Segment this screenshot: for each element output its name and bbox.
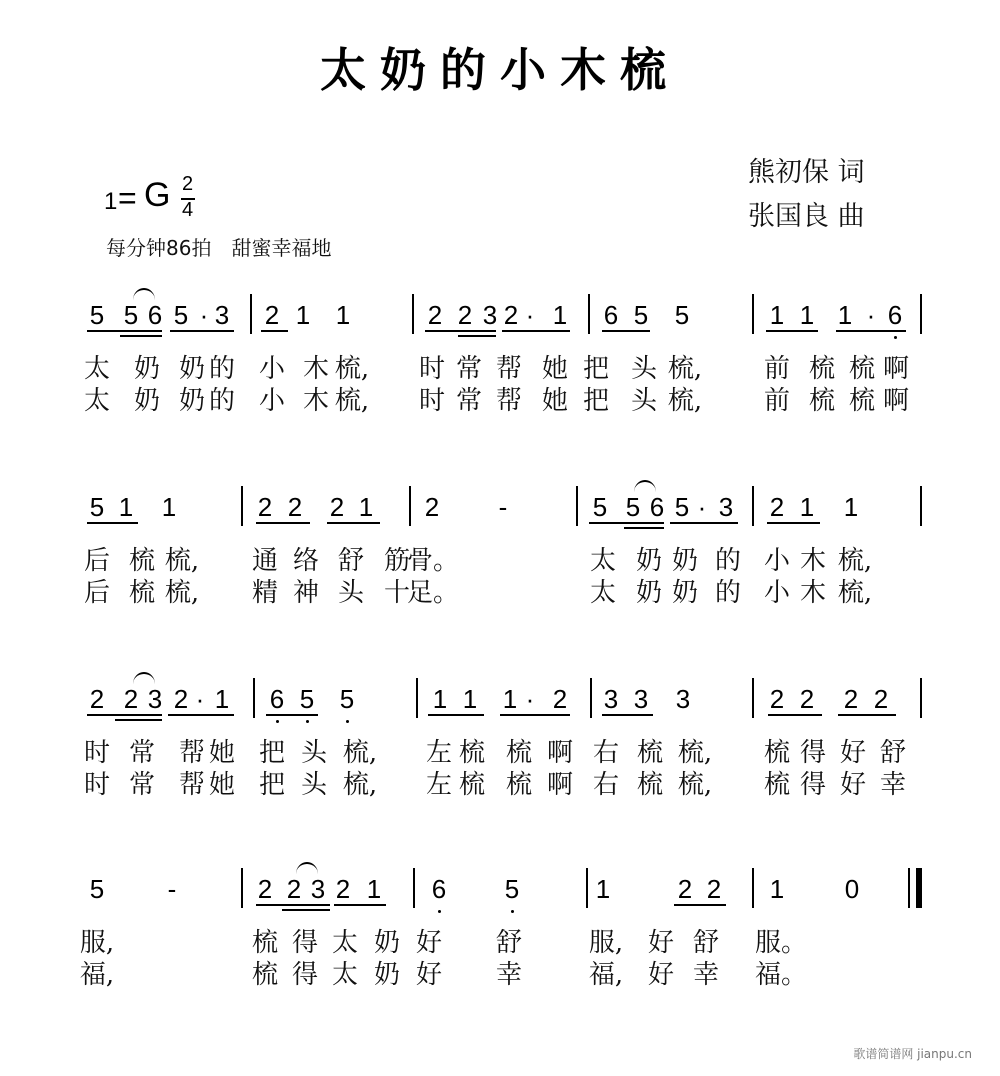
lyric-2: 常	[455, 386, 483, 416]
lyric-2: 梳	[808, 386, 836, 416]
lyric-1: 通	[251, 546, 279, 576]
lyric-2: 常	[128, 770, 156, 800]
lyric-1: 得	[291, 928, 319, 958]
lyric-2: 梳,	[677, 770, 713, 800]
slur-mark	[133, 672, 155, 684]
note: 1	[843, 492, 859, 522]
lyric-2: 她	[208, 770, 236, 800]
lyric-1: 帮	[178, 738, 206, 768]
octave-dot-low	[276, 720, 279, 723]
underline-beam	[624, 527, 664, 529]
underline-beam	[458, 335, 496, 337]
underline-beam	[261, 330, 288, 332]
note: 6	[147, 300, 163, 330]
note: 5	[625, 492, 641, 522]
lyric-1: 奶	[178, 354, 206, 384]
octave-dot-low	[346, 720, 349, 723]
note: 5	[123, 300, 139, 330]
lyric-2: 后	[83, 578, 111, 608]
note: ·	[525, 300, 535, 330]
lyric-2: 梳,	[334, 386, 370, 416]
time-numerator: 2	[182, 173, 194, 195]
note: 2	[89, 684, 105, 714]
lyric-2: 奶	[373, 960, 401, 990]
lyric-2: 幸	[692, 960, 720, 990]
lyric-2: 奶	[671, 578, 699, 608]
note: 2	[257, 874, 273, 904]
lyric-2: 梳	[251, 960, 279, 990]
underline-beam	[624, 522, 664, 524]
lyric-1: 好	[647, 928, 675, 958]
lyric-1: 啊	[882, 354, 910, 384]
lyric-1: 小	[763, 546, 791, 576]
lyric-2: 奶	[133, 386, 161, 416]
note: 5	[592, 492, 608, 522]
note: 1	[837, 300, 853, 330]
lyric-1: 梳	[763, 738, 791, 768]
note: 2	[843, 684, 859, 714]
lyric-1: 常	[128, 738, 156, 768]
lyric-2: 好	[415, 960, 443, 990]
note: ·	[525, 684, 535, 714]
barline	[586, 868, 588, 908]
underline-beam	[256, 522, 310, 524]
lyric-2: 左	[425, 770, 453, 800]
lyric-1: 左	[425, 738, 453, 768]
underline-beam	[502, 330, 570, 332]
barline	[412, 294, 414, 334]
lyric-1: 头	[630, 354, 658, 384]
note: 1	[118, 492, 134, 522]
slur-mark	[133, 288, 155, 300]
note: 1	[462, 684, 478, 714]
note: 3	[603, 684, 619, 714]
note: 1	[295, 300, 311, 330]
barline	[588, 294, 590, 334]
lyric-1: 常	[455, 354, 483, 384]
underline-beam	[602, 330, 650, 332]
note: 3	[147, 684, 163, 714]
note: 2	[257, 492, 273, 522]
lyric-1: 木	[302, 354, 330, 384]
lyric-1: 梳	[636, 738, 664, 768]
lyric-2: 福,	[79, 960, 115, 990]
barline	[908, 868, 910, 908]
lyric-2: 时	[418, 386, 446, 416]
note: 1	[799, 300, 815, 330]
lyric-1: 时	[418, 354, 446, 384]
octave-dot-low	[306, 720, 309, 723]
barline	[576, 486, 578, 526]
note: 5	[299, 684, 315, 714]
tempo-marking: 每分钟86拍 甜蜜幸福地	[106, 236, 332, 260]
barline	[752, 294, 754, 334]
lyric-1: 太	[589, 546, 617, 576]
lyric-2: 啊	[546, 770, 574, 800]
note: ·	[697, 492, 707, 522]
note: 2	[329, 492, 345, 522]
lyric-1: 太	[83, 354, 111, 384]
note: 3	[214, 300, 230, 330]
barline	[250, 294, 252, 334]
underline-beam	[766, 330, 818, 332]
underline-beam	[767, 522, 820, 524]
note: 3	[718, 492, 734, 522]
underline-beam	[282, 904, 330, 906]
note: 2	[457, 300, 473, 330]
note: 2	[123, 684, 139, 714]
lyric-1: 梳,	[837, 546, 873, 576]
note: 5	[339, 684, 355, 714]
note: 1	[214, 684, 230, 714]
note: 1	[769, 300, 785, 330]
lyric-1: 梳	[251, 928, 279, 958]
barline	[241, 868, 243, 908]
lyric-1: 梳,	[342, 738, 378, 768]
note: 5	[89, 492, 105, 522]
note: 0	[844, 874, 860, 904]
note: 2	[173, 684, 189, 714]
lyric-2: 奶	[178, 386, 206, 416]
note: -	[167, 874, 177, 904]
barline	[253, 678, 255, 718]
note: 5	[173, 300, 189, 330]
lyric-1: 梳,	[334, 354, 370, 384]
octave-dot-low	[894, 336, 897, 339]
lyric-1: 梳,	[667, 354, 703, 384]
lyric-2: 幸	[495, 960, 523, 990]
lyric-2: 梳,	[342, 770, 378, 800]
lyric-1: 头	[300, 738, 328, 768]
lyric-1: 络	[292, 546, 320, 576]
lyric-1: 她	[208, 738, 236, 768]
lyric-2: 头	[630, 386, 658, 416]
lyric-2: 啊	[882, 386, 910, 416]
time-denominator: 4	[182, 199, 194, 221]
barline	[413, 868, 415, 908]
note: 1	[366, 874, 382, 904]
underline-beam	[602, 714, 653, 716]
note: 2	[286, 874, 302, 904]
underline-beam	[87, 522, 138, 524]
octave-dot-low	[438, 910, 441, 913]
underline-beam	[168, 714, 234, 716]
lyric-1: 把	[258, 738, 286, 768]
note: 1	[502, 684, 518, 714]
underline-beam	[674, 904, 726, 906]
note: 3	[310, 874, 326, 904]
note: 3	[675, 684, 691, 714]
underline-beam	[115, 714, 162, 716]
underline-beam	[500, 714, 570, 716]
lyric-1: 奶	[373, 928, 401, 958]
note: 3	[633, 684, 649, 714]
lyric-2: 得	[291, 960, 319, 990]
lyric-2: 好	[647, 960, 675, 990]
lyric-2: 好	[839, 770, 867, 800]
lyric-1: 梳	[458, 738, 486, 768]
note: 1	[161, 492, 177, 522]
lyric-2: 小	[763, 578, 791, 608]
lyric-1: 梳	[808, 354, 836, 384]
lyric-1: 服,	[588, 928, 624, 958]
lyric-1: 梳	[848, 354, 876, 384]
underline-beam	[115, 719, 162, 721]
lyric-2: 精	[251, 578, 279, 608]
note: 1	[799, 492, 815, 522]
lyric-2: 帮	[495, 386, 523, 416]
lyric-2: 梳,	[837, 578, 873, 608]
underline-beam	[836, 330, 906, 332]
lyric-1: 舒	[879, 738, 907, 768]
lyric-2: 太	[331, 960, 359, 990]
note: 2	[287, 492, 303, 522]
note: 2	[799, 684, 815, 714]
note: 6	[269, 684, 285, 714]
lyric-1: 好	[839, 738, 867, 768]
lyric-2: 神	[292, 578, 320, 608]
lyric-1: 梳,	[164, 546, 200, 576]
note: 1	[595, 874, 611, 904]
note: 5	[674, 300, 690, 330]
note: 1	[358, 492, 374, 522]
lyric-2: 梳	[763, 770, 791, 800]
lyric-1: 木	[799, 546, 827, 576]
note: 2	[335, 874, 351, 904]
note: 2	[769, 684, 785, 714]
lyric-2: 福。	[754, 960, 808, 990]
lyric-1: 她	[541, 354, 569, 384]
note: 5	[504, 874, 520, 904]
barline	[920, 486, 922, 526]
lyric-1: 舒	[495, 928, 523, 958]
underline-beam	[170, 330, 234, 332]
lyric-1: 后	[83, 546, 111, 576]
note: 1	[769, 874, 785, 904]
lyric-2: 梳	[848, 386, 876, 416]
lyric-1: 的	[714, 546, 742, 576]
underline-beam	[838, 714, 896, 716]
note: 2	[264, 300, 280, 330]
barline	[920, 294, 922, 334]
lyric-2: 她	[541, 386, 569, 416]
lyric-1: 太	[331, 928, 359, 958]
note: 5	[89, 874, 105, 904]
note: 2	[706, 874, 722, 904]
lyric-1: 把	[582, 354, 610, 384]
lyric-2: 梳	[128, 578, 156, 608]
lyric-2: 木	[799, 578, 827, 608]
underline-beam	[282, 909, 330, 911]
underline-beam	[327, 522, 380, 524]
underline-beam	[768, 714, 822, 716]
lyric-2: 把	[582, 386, 610, 416]
lyric-2: 把	[258, 770, 286, 800]
lyric-2: 头	[300, 770, 328, 800]
final-barline	[916, 868, 922, 908]
song-title: 太奶的小木梳	[320, 43, 680, 97]
barline	[409, 486, 411, 526]
note: -	[498, 492, 508, 522]
note: 5	[633, 300, 649, 330]
lyric-2: 梳	[636, 770, 664, 800]
lyric-2: 梳	[505, 770, 533, 800]
lyric-2: 梳,	[164, 578, 200, 608]
lyric-2: 的	[714, 578, 742, 608]
lyric-1: 好	[415, 928, 443, 958]
note: ·	[199, 300, 209, 330]
note: 2	[503, 300, 519, 330]
lyric-1: 奶	[671, 546, 699, 576]
underline-beam	[266, 714, 318, 716]
barline	[241, 486, 243, 526]
lyric-1: 奶	[635, 546, 663, 576]
key-name: G	[144, 176, 171, 214]
note: 2	[677, 874, 693, 904]
lyric-2: 木	[302, 386, 330, 416]
lyric-2: 的	[208, 386, 236, 416]
lyric-1: 骨。	[406, 546, 460, 576]
slur-mark	[296, 862, 318, 874]
lyric-2: 福,	[588, 960, 624, 990]
lyric-1: 时	[83, 738, 111, 768]
barline	[590, 678, 592, 718]
underline-beam	[120, 335, 162, 337]
octave-dot-low	[511, 910, 514, 913]
note: 6	[431, 874, 447, 904]
note: ·	[866, 300, 876, 330]
underline-beam	[428, 714, 484, 716]
lyric-1: 的	[208, 354, 236, 384]
lyric-1: 服。	[754, 928, 808, 958]
lyric-2: 太	[589, 578, 617, 608]
note: 2	[427, 300, 443, 330]
lyric-2: 幸	[879, 770, 907, 800]
note: 1	[432, 684, 448, 714]
barline	[752, 868, 754, 908]
underline-beam	[670, 522, 738, 524]
lyric-1: 奶	[133, 354, 161, 384]
lyric-2: 得	[799, 770, 827, 800]
lyric-2: 小	[258, 386, 286, 416]
note: 3	[482, 300, 498, 330]
note: 6	[887, 300, 903, 330]
lyric-1: 梳,	[677, 738, 713, 768]
lyric-2: 头	[337, 578, 365, 608]
underline-beam	[334, 904, 386, 906]
lyric-2: 梳,	[667, 386, 703, 416]
underline-beam	[120, 330, 162, 332]
lyric-2: 时	[83, 770, 111, 800]
lyric-2: 前	[763, 386, 791, 416]
note: 1	[552, 300, 568, 330]
lyric-1: 啊	[546, 738, 574, 768]
composer-credit: 张国良 曲	[748, 201, 865, 232]
lyricist-credit: 熊初保 词	[748, 157, 865, 188]
lyric-2: 右	[592, 770, 620, 800]
lyric-1: 筋	[383, 546, 411, 576]
lyric-2: 梳	[458, 770, 486, 800]
lyric-2: 太	[83, 386, 111, 416]
note: 6	[649, 492, 665, 522]
barline	[920, 678, 922, 718]
barline	[752, 486, 754, 526]
underline-beam	[458, 330, 496, 332]
lyric-1: 帮	[495, 354, 523, 384]
note: 2	[424, 492, 440, 522]
key-equals: =	[118, 180, 137, 216]
lyric-1: 梳	[128, 546, 156, 576]
barline	[752, 678, 754, 718]
slur-mark	[634, 480, 656, 492]
note: ·	[195, 684, 205, 714]
lyric-2: 帮	[178, 770, 206, 800]
lyric-1: 梳	[505, 738, 533, 768]
note: 5	[674, 492, 690, 522]
lyric-1: 右	[592, 738, 620, 768]
note: 6	[603, 300, 619, 330]
lyric-1: 前	[763, 354, 791, 384]
barline	[416, 678, 418, 718]
key-degree: 1	[104, 188, 118, 215]
lyric-2: 足。	[406, 578, 460, 608]
note: 1	[335, 300, 351, 330]
lyric-1: 舒	[692, 928, 720, 958]
lyric-1: 得	[799, 738, 827, 768]
note: 2	[873, 684, 889, 714]
lyric-1: 服,	[79, 928, 115, 958]
note: 2	[769, 492, 785, 522]
lyric-2: 奶	[635, 578, 663, 608]
lyric-1: 小	[258, 354, 286, 384]
site-watermark: 歌谱简谱网 jianpu.cn	[853, 1047, 972, 1061]
note: 2	[552, 684, 568, 714]
note: 5	[89, 300, 105, 330]
lyric-2: 十	[383, 578, 411, 608]
lyric-1: 舒	[337, 546, 365, 576]
